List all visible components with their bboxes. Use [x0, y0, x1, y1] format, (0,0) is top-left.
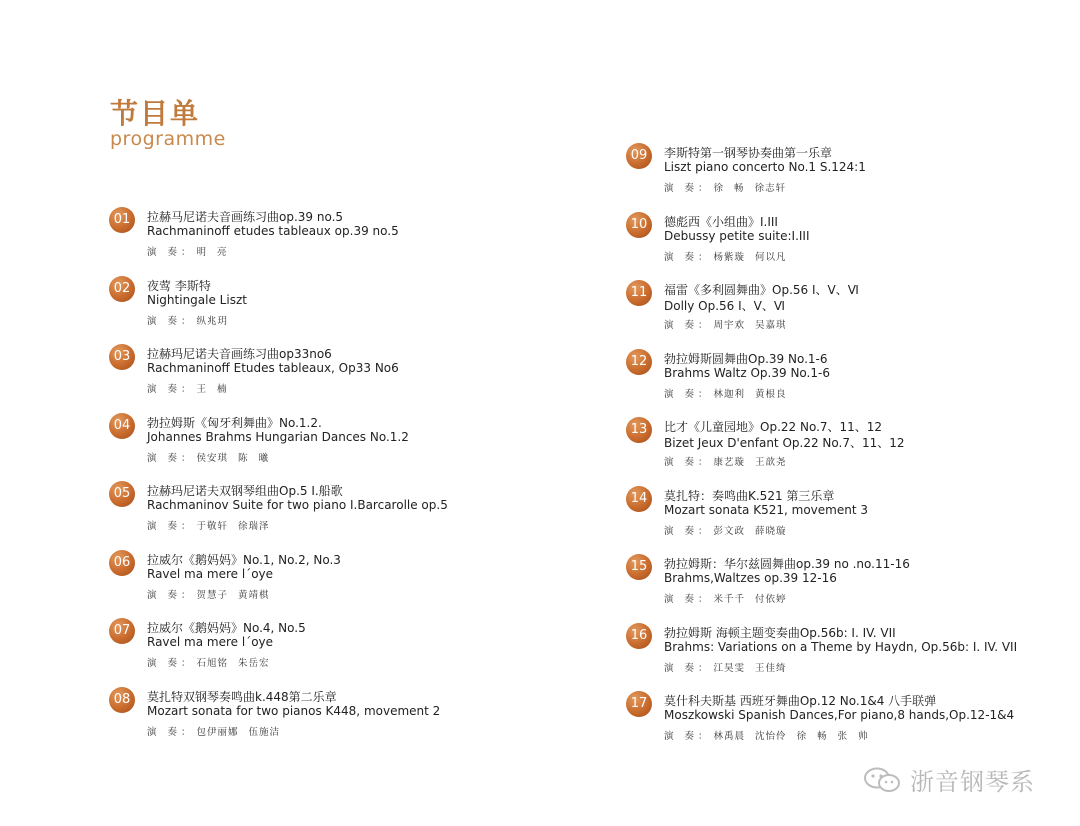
performer-label: 演 奏：: [664, 251, 712, 263]
item-number-badge: 13: [626, 417, 652, 443]
performers: [664, 317, 787, 331]
performer-label: 演 奏：: [147, 726, 195, 738]
performer-names: 徐 畅 徐志轩: [713, 183, 787, 194]
performer-names: 石旭铭 朱岳宏: [196, 658, 270, 669]
page-subtitle: programme: [110, 128, 226, 150]
program-item: [626, 623, 1066, 685]
program-item: [109, 207, 549, 269]
page-title: 节目单: [110, 97, 201, 130]
piece-title-en: Johannes Brahms Hungarian Dances No.1.2: [147, 429, 409, 444]
watermark: [862, 762, 1035, 797]
performer-label: 演 奏：: [664, 594, 712, 605]
piece-title-cn: 拉赫马尼诺夫音画练习曲op.39 no.5: [147, 210, 344, 224]
program-item: [626, 212, 1066, 274]
performers: [664, 523, 787, 537]
piece-title-en: Rachmaninoff etudes tableaux op.39 no.5: [147, 224, 399, 238]
piece-title-en: Liszt piano concerto No.1 S.124:1: [664, 160, 866, 174]
program-item: [109, 618, 549, 680]
performer-label: 演 奏：: [664, 183, 712, 194]
performer-label: 演 奏：: [147, 658, 195, 669]
performers: [664, 660, 787, 674]
performer-names: 侯安琪 陈 曦: [196, 452, 270, 464]
wechat-icon: [862, 766, 904, 794]
program-item: [626, 417, 1066, 479]
piece-title-cn: 拉威尔《鹅妈妈》No.4, No.5: [147, 621, 306, 635]
piece-title-cn: 莫扎特：奏鸣曲K.521 第三乐章: [664, 488, 835, 503]
performer-names: 彭文政 薛晓璇: [713, 525, 787, 537]
item-number-badge: 16: [626, 623, 652, 649]
performers: [147, 381, 228, 395]
piece-title-en: Mozart sonata K521, movement 3: [664, 502, 868, 517]
performers: [147, 587, 270, 601]
piece-title-en: Dolly Op.56 Ⅰ、Ⅴ、Ⅵ: [664, 299, 785, 313]
performers: [664, 249, 787, 263]
piece-title-cn: 勃拉姆斯圆舞曲Op.39 No.1-6: [664, 351, 828, 366]
item-number-badge: 03: [109, 344, 135, 370]
program-item: [109, 687, 549, 749]
program-item: [626, 554, 1066, 616]
item-number-badge: 11: [626, 280, 652, 306]
performers: [664, 591, 787, 605]
item-number-badge: 08: [109, 687, 135, 713]
piece-title-cn: 比才《儿童园地》Op.22 No.7、11、12: [664, 420, 883, 434]
item-number-badge: 05: [109, 481, 135, 507]
performer-label: 演 奏：: [664, 525, 712, 537]
piece-title-cn: 拉赫玛尼诺夫音画练习曲op33no6: [147, 347, 332, 361]
piece-title-cn: 德彪西《小组曲》I.III: [664, 214, 778, 229]
piece-title-cn: 拉威尔《鹅妈妈》No.1, No.2, No.3: [147, 552, 341, 567]
performer-names: 王 楠: [196, 384, 228, 395]
piece-title-en: Moszkowski Spanish Dances,For piano,8 hands,Op.12-1&4: [664, 708, 1015, 722]
piece-title-en: Ravel ma mere l´oye: [147, 635, 274, 649]
performers: [664, 454, 787, 468]
item-number-badge: 02: [109, 276, 135, 302]
piece-title-en: Brahms Waltz Op.39 No.1-6: [664, 365, 830, 380]
performer-label: 演 奏：: [147, 589, 195, 601]
piece-title-cn: 李斯特第一钢琴协奏曲第一乐章: [664, 146, 833, 160]
performer-names: 江昊雯 王佳绮: [713, 662, 787, 674]
program-item: [109, 276, 549, 338]
item-number-badge: 07: [109, 618, 135, 644]
item-number-badge: 10: [626, 212, 652, 238]
performer-names: 纵兆玥: [196, 315, 229, 327]
piece-title-cn: 拉赫玛尼诺夫双钢琴组曲Op.5 I.船歌: [147, 484, 343, 498]
item-number-badge: 06: [109, 550, 135, 576]
performers: [147, 655, 270, 669]
piece-title-cn: 夜莺 李斯特: [147, 278, 211, 293]
piece-title-en: Brahms: Variations on a Theme by Haydn, Op.56b: I. IV. VII: [664, 639, 1018, 654]
performers: [664, 386, 787, 400]
performers: [147, 313, 228, 327]
piece-title-cn: 勃拉姆斯 海顿主题变奏曲Op.56b: I. IV. VII: [664, 625, 896, 640]
program-item: [109, 344, 549, 406]
piece-title-en: Ravel ma mere l´oye: [147, 566, 274, 581]
performer-names: 包伊丽娜 伍施洁: [196, 726, 281, 738]
performer-label: 演 奏：: [147, 384, 195, 395]
piece-title-en: Debussy petite suite:I.III: [664, 228, 810, 243]
performer-label: 演 奏：: [664, 320, 712, 331]
performer-names: 杨紫璇 何以凡: [713, 251, 787, 263]
performers: [147, 244, 228, 258]
performer-names: 贺慧子 黄靖棋: [196, 589, 270, 601]
performers: [664, 728, 869, 742]
program-item: [626, 280, 1066, 342]
performer-names: 米千千 付依婷: [713, 594, 787, 605]
piece-title-en: Rachmaninov Suite for two piano I.Barcarolle op.5: [147, 498, 448, 512]
piece-title-en: Bizet Jeux D'enfant Op.22 No.7、11、12: [664, 436, 905, 450]
item-number-badge: 12: [626, 349, 652, 375]
performer-label: 演 奏：: [147, 521, 195, 532]
performer-names: 周宇欢 吴嘉琪: [713, 320, 787, 331]
performer-names: 林迦利 黄根良: [713, 388, 787, 400]
performer-label: 演 奏：: [664, 457, 712, 468]
performer-names: 明 亮: [196, 247, 228, 258]
item-number-badge: 17: [626, 691, 652, 717]
program-item: [626, 486, 1066, 548]
performer-label: 演 奏：: [147, 315, 195, 327]
performer-names: 于敬轩 徐瑞泽: [196, 521, 270, 532]
item-number-badge: 09: [626, 143, 652, 169]
piece-title-cn: 福雷《多利圆舞曲》Op.56 Ⅰ、Ⅴ、Ⅵ: [664, 283, 859, 297]
performer-label: 演 奏：: [147, 247, 195, 258]
piece-title-en: Rachmaninoff Etudes tableaux, Op33 No6: [147, 361, 399, 375]
item-number-badge: 04: [109, 413, 135, 439]
piece-title-cn: 莫扎特双钢琴奏鸣曲k.448第二乐章: [147, 689, 337, 704]
watermark-text: 浙音钢琴系: [910, 768, 1035, 796]
item-number-badge: 14: [626, 486, 652, 512]
performer-label: 演 奏：: [147, 452, 195, 464]
program-item: [109, 413, 549, 475]
program-item: [109, 550, 549, 612]
performers: [664, 180, 786, 194]
program-item: [626, 691, 1066, 753]
performer-label: 演 奏：: [664, 388, 712, 400]
piece-title-cn: 莫什科夫斯基 西班牙舞曲Op.12 No.1&4 八手联弹: [664, 694, 937, 708]
piece-title-cn: 勃拉姆斯《匈牙利舞曲》No.1.2.: [147, 415, 322, 430]
performer-names: 林禹晨 沈怡伶 徐 畅 张 帅: [713, 731, 869, 742]
performer-label: 演 奏：: [664, 662, 712, 674]
program-item: [109, 481, 549, 543]
item-number-badge: 15: [626, 554, 652, 580]
performers: [147, 450, 269, 464]
piece-title-en: Nightingale Liszt: [147, 292, 247, 307]
item-number-badge: 01: [109, 207, 135, 233]
program-item: [626, 143, 1066, 205]
performers: [147, 518, 270, 532]
performer-label: 演 奏：: [664, 731, 712, 742]
performers: [147, 724, 280, 738]
program-item: [626, 349, 1066, 411]
piece-title-en: Brahms,Waltzes op.39 12-16: [664, 571, 837, 585]
piece-title-cn: 勃拉姆斯：华尔兹圆舞曲op.39 no .no.11-16: [664, 557, 910, 571]
performer-names: 康艺璇 王歆尧: [713, 457, 787, 468]
piece-title-en: Mozart sonata for two pianos K448, movement 2: [147, 703, 441, 718]
